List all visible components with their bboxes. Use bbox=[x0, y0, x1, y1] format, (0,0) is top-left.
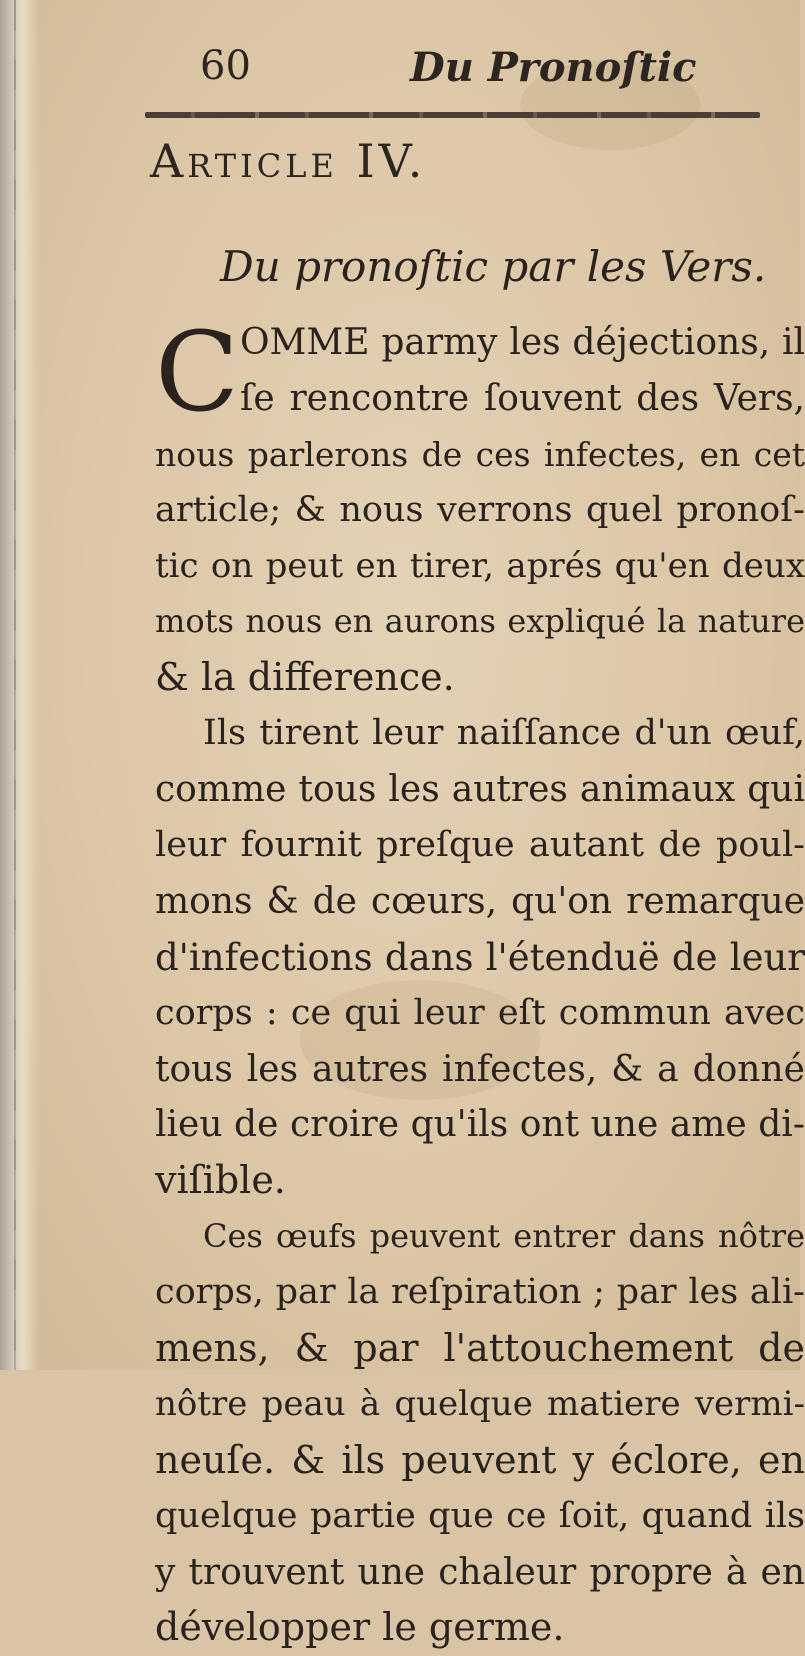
text-line: viſible. bbox=[155, 1158, 286, 1203]
article-title: Article IV. bbox=[150, 134, 427, 188]
text-line: article; & nous verrons quel pronoſ- bbox=[155, 489, 805, 530]
text-line: tic on peut en tirer, aprés qu'en deux bbox=[155, 545, 805, 586]
text-line: corps : ce qui leur eſt commun avec bbox=[155, 992, 805, 1033]
text-line: y trouvent une chaleur propre à en bbox=[155, 1551, 805, 1593]
text-line: mons & de cœurs, qu'on remarque bbox=[155, 880, 805, 922]
text-line: leur fournit preſque autant de poul- bbox=[155, 825, 805, 866]
text-line: Ils tirent leur naiſſance d'un œuf, bbox=[203, 713, 805, 754]
page-binding-edge bbox=[0, 0, 40, 1370]
section-subtitle: Du pronoſtic par les Vers. bbox=[220, 242, 767, 291]
text-line: quelque partie que ce ſoit, quand ils bbox=[155, 1495, 805, 1536]
text-line: neuſe. & ils peuvent y éclore, en bbox=[155, 1437, 805, 1482]
body-text bbox=[155, 308, 805, 1656]
page-number: 60 bbox=[200, 43, 251, 89]
paragraph-3 bbox=[155, 1209, 805, 1656]
text-line: ſe rencontre ſouvent des Vers, bbox=[240, 377, 805, 419]
text-line: d'infections dans l'étenduë de leur bbox=[155, 935, 805, 979]
paragraph-1 bbox=[155, 308, 805, 706]
drop-cap: C bbox=[155, 308, 240, 436]
text-line: développer le germe. bbox=[155, 1605, 565, 1650]
text-line: mots nous en aurons expliqué la nature bbox=[155, 602, 805, 641]
header-rule bbox=[145, 112, 760, 118]
text-line: lieu de croire qu'ils ont une ame di- bbox=[155, 1104, 805, 1146]
paragraph-2 bbox=[155, 706, 805, 1209]
running-head: Du Pronoſtic bbox=[410, 44, 697, 91]
text-line: comme tous les autres animaux qui bbox=[155, 769, 805, 811]
text-line: nous parlerons de ces infectes, en cet bbox=[155, 434, 805, 474]
text-line: Ces œufs peuvent entrer dans nôtre bbox=[203, 1217, 805, 1256]
text-line: mens, & par l'attouchement de bbox=[155, 1326, 805, 1371]
text-line: nôtre peau à quelque matiere vermi- bbox=[155, 1383, 805, 1424]
text-line: OMME parmy les déjections, il bbox=[240, 322, 805, 363]
text-line: corps, par la reſpiration ; par les ali- bbox=[155, 1272, 805, 1313]
text-line: tous les autres infectes, & a donné bbox=[155, 1048, 805, 1090]
text-line: & la difference. bbox=[155, 655, 455, 700]
page-header bbox=[200, 40, 720, 100]
